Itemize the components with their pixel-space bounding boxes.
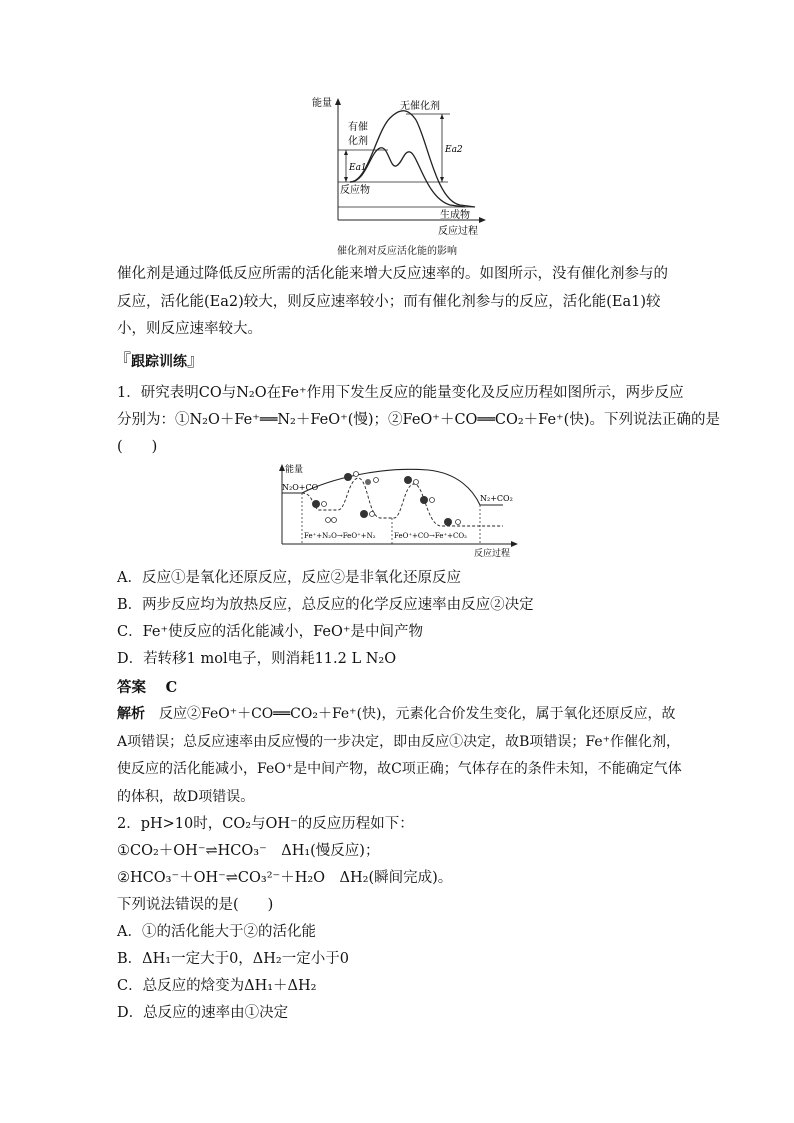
fig1-no-catalyst-label: 无催化剂 xyxy=(400,101,440,112)
q1-option-a: A．反应①是氧化还原反应，反应②是非氧化还原反应 xyxy=(117,570,461,586)
analysis-text: 反应②FeO⁺＋CO══CO₂＋Fe⁺(快)，元素化合价发生变化，属于氧化还原反应，故A项错误；总反应速率由反应慢的一步决定，即由反应①决定，故B项错误；Fe⁺作催化剂，使反应的活化能减小，FeO⁺是中间产物，故C项正确；气体存在的条件未知，不能确定气体的体积，故D项错误。 xyxy=(117,706,682,805)
q2-step2: ②HCO₃⁻＋OH⁻⇌CO₃²⁻＋H₂O ΔH₂(瞬间完成)。 xyxy=(117,870,453,886)
q2-option-c: C．总反应的焓变为ΔH₁＋ΔH₂ xyxy=(117,978,317,994)
q1-analysis xyxy=(117,701,682,811)
q2-option-a: A．①的活化能大于②的活化能 xyxy=(117,924,316,940)
fig2-stage2: FeO⁺+CO→Fe⁺+CO₂ xyxy=(394,532,467,540)
reaction-pathway-diagram xyxy=(268,460,524,560)
q2-option-b: B．ΔH₁一定大于0，ΔH₂一定小于0 xyxy=(117,951,349,967)
q1-option-c: C．Fe⁺使反应的活化能减小，FeO⁺是中间产物 xyxy=(117,624,423,640)
reaction-pathway-figure xyxy=(268,460,524,560)
fig2-stage1: Fe⁺+N₂O→FeO⁺+N₂ xyxy=(304,532,376,540)
fig1-y-label: 能量 xyxy=(312,98,332,109)
analysis-label: 解析 xyxy=(117,706,145,722)
fig1-caption: 催化剂对反应活化能的影响 xyxy=(337,246,457,257)
catalyst-energy-figure xyxy=(310,92,490,242)
fig1-reactant-label: 反应物 xyxy=(340,185,370,196)
section-heading: 『跟踪训练』 xyxy=(114,351,204,371)
q2-option-d: D．总反应的速率由①决定 xyxy=(117,1005,289,1021)
section-heading-text: 跟踪训练 xyxy=(131,354,187,370)
catalyst-energy-diagram xyxy=(310,92,490,242)
q1-stem-line3: ( ) xyxy=(117,439,158,455)
answer-value: C xyxy=(165,679,178,696)
q1-stem-line1: 1．研究表明CO与N₂O在Fe⁺作用下发生反应的能量变化及反应历程如图所示，两步反应 xyxy=(117,385,684,401)
fig2-left-level: N₂O+CO xyxy=(282,483,319,492)
q2-stem: 2．pH>10时，CO₂与OH⁻的反应历程如下： xyxy=(117,816,414,832)
q1-option-b: B．两步反应均为放热反应，总反应的化学反应速率由反应②决定 xyxy=(117,597,534,613)
fig1-catalyst-label-1: 有催 xyxy=(348,122,368,133)
fig1-x-label: 反应过程 xyxy=(438,226,478,237)
q1-answer xyxy=(117,676,177,697)
fig2-y-label: 能量 xyxy=(285,465,304,475)
fig1-ea1-label: Ea1 xyxy=(349,163,367,173)
fig2-x-label: 反应过程 xyxy=(474,549,511,559)
answer-label: 答案 xyxy=(117,679,146,696)
fig1-ea2-label: Ea2 xyxy=(445,145,463,155)
q2-step1: ①CO₂＋OH⁻⇌HCO₃⁻ ΔH₁(慢反应)； xyxy=(117,843,380,859)
q2-question: 下列说法错误的是( ) xyxy=(117,897,274,913)
fig2-right-level: N₂+CO₂ xyxy=(480,494,513,503)
fig1-catalyst-label-2: 化剂 xyxy=(348,136,368,147)
fig1-product-label: 生成物 xyxy=(440,210,470,221)
q1-option-d: D．若转移1 mol电子，则消耗11.2 L N₂O xyxy=(117,651,397,667)
q1-stem-line2: 分别为：①N₂O＋Fe⁺══N₂＋FeO⁺(慢)；②FeO⁺＋CO══CO₂＋Fe⁺(快)。下列说法正确的是 xyxy=(117,412,720,428)
intro-paragraph: 催化剂是通过降低反应所需的活化能来增大反应速率的。如图所示，没有催化剂参与的反应，活化能(Ea2)较大，则反应速率较小；而有催化剂参与的反应，活化能(Ea1)较小，则反应速率较大。 xyxy=(117,266,668,337)
